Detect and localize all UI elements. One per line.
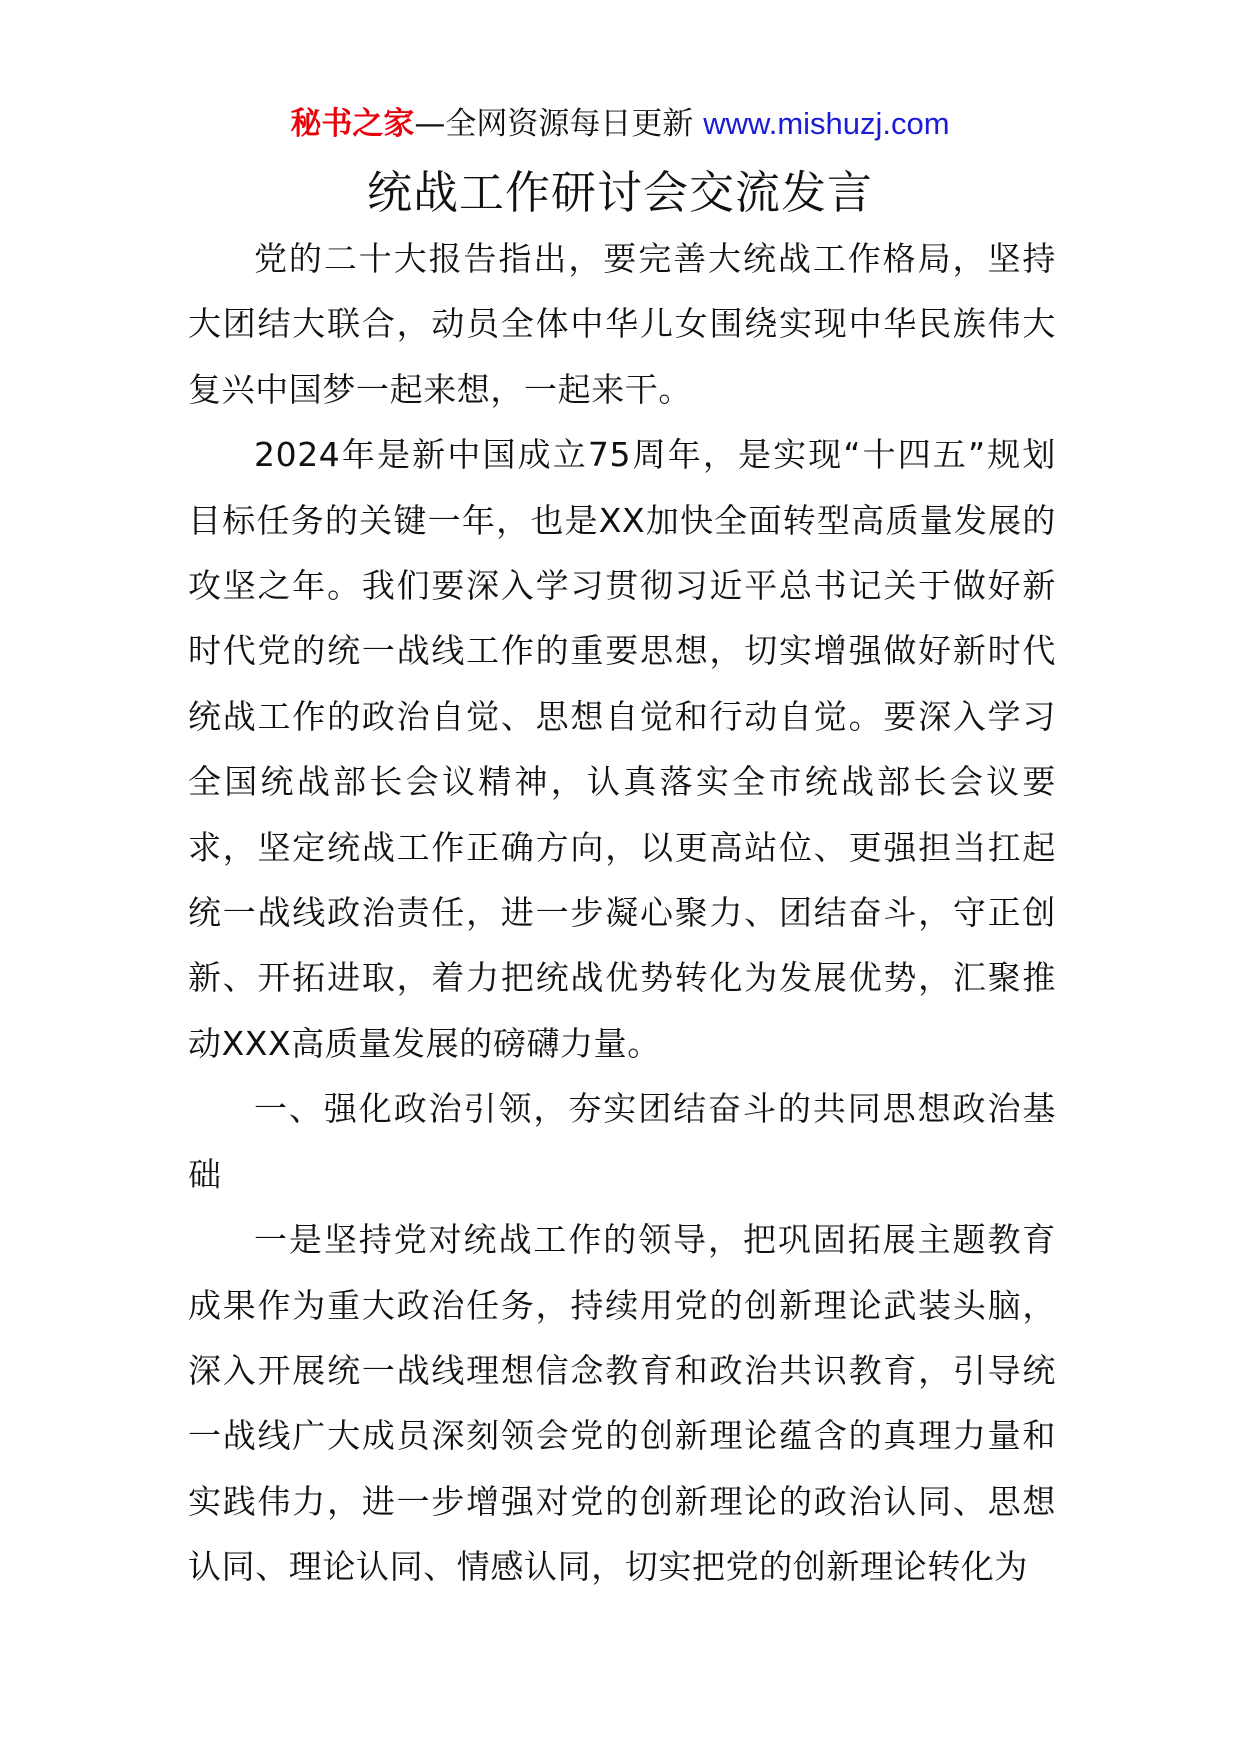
- paragraph-2024: 2024年是新中国成立75周年，是实现“十四五”规划目标任务的关键一年，也是XX加快全面转型高质量发展的攻坚之年。我们要深入学习贯彻习近平总书记关于做好新时代党的统一战线工作的重要思想，切实增强做好新时代统战工作的政治自觉、思想自觉和行动自觉。要深入学习全国统战部长会议精神，认真落实全市统战部长会议要求，坚定统战工作正确方向，以更高站位、更强担当扛起统一战线政治责任，进一步凝心聚力、团结奋斗，守正创新、开拓进取，着力把统战优势转化为发展优势，汇聚推动XXX高质量发展的磅礴力量。: [188, 435, 1056, 1063]
- section-heading-1: 一、强化政治引领，夯实团结奋斗的共同思想政治基础: [188, 1089, 1056, 1194]
- document-body: [188, 226, 1056, 1600]
- paragraph-intro: 党的二十大报告指出，要完善大统战工作格局，坚持大团结大联合，动员全体中华儿女围绕实现中华民族伟大复兴中国梦一起来想，一起来干。: [188, 239, 1056, 409]
- header-tagline: —全网资源每日更新: [414, 106, 704, 142]
- site-url-link[interactable]: www.mishuzj.com: [703, 106, 950, 141]
- document-title: 统战工作研讨会交流发言: [366, 166, 873, 219]
- brand-name: 秘书之家: [290, 106, 415, 142]
- paragraph-point-1: 一是坚持党对统战工作的领导，把巩固拓展主题教育成果作为重大政治任务，持续用党的创新理论武装头脑，深入开展统一战线理想信念教育和政治共识教育，引导统一战线广大成员深刻领会党的创新理论蕴含的真理力量和实践伟力，进一步增强对党的创新理论的政治认同、思想认同、理论认同、情感认同，切实把党的创新理论转化为: [188, 1220, 1056, 1587]
- watermark-header: [0, 102, 1240, 146]
